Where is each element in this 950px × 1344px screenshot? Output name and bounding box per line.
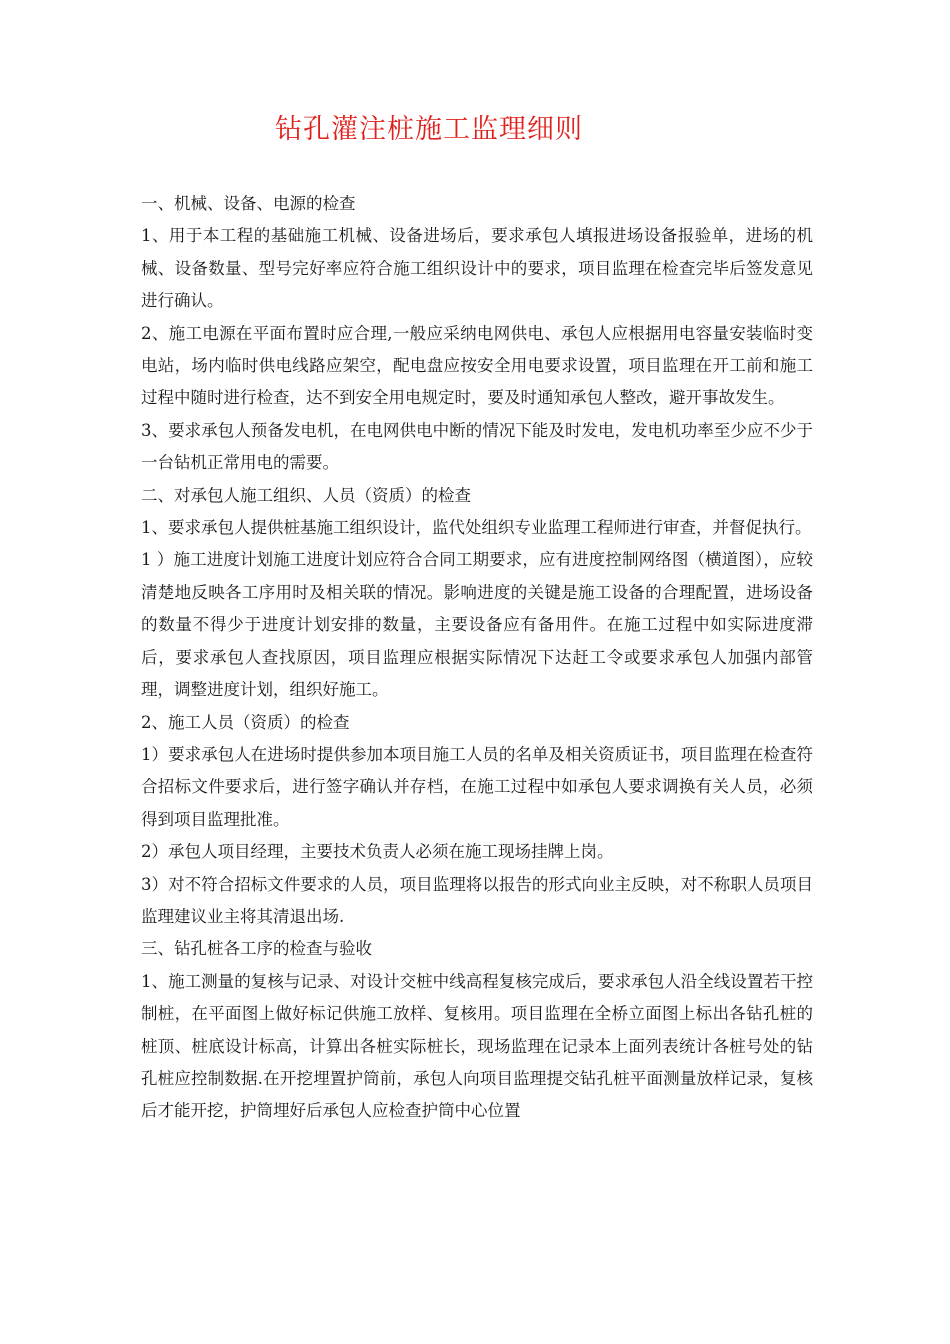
paragraph: 2、施工电源在平面布置时应合理,一般应采纳电网供电、承包人应根据用电容量安装临时变电站，场内临时供电线路应架空，配电盘应按安全用电要求设置，项目监理在开工前和施工过程中随时进行检查，达不到安全用电规定时，要及时通知承包人整改，避开事故发生。 bbox=[141, 323, 813, 408]
paragraph: 3、要求承包人预备发电机，在电网供电中断的情况下能及时发电，发电机功率至少应不少于一台钻机正常用电的需要。 bbox=[141, 420, 813, 473]
paragraph: 2）承包人项目经理，主要技术负责人必须在施工现场挂牌上岗。 bbox=[141, 842, 614, 862]
section-heading: 三、钻孔桩各工序的检查与验收 bbox=[141, 939, 372, 959]
paragraph: 1 ）施工进度计划施工进度计划应符合合同工期要求，应有进度控制网络图（横道图），应较清楚地反映各工序用时及相关联的情况。影响进度的关键是施工设备的合理配置，进场设备的数量不得少于进度计划安排的数量，主要设备应有备用件。在施工过程中如实际进度滞后，要求承包人查找原因，项目监理应根据实际情况下达赶工令或要求承包人加强内部管理，调整进度计划，组织好施工。 bbox=[141, 550, 813, 700]
document-body bbox=[141, 188, 813, 1128]
paragraph: 3）对不符合招标文件要求的人员，项目监理将以报告的形式向业主反映，对不称职人员项目监理建议业主将其清退出场. bbox=[141, 874, 813, 926]
paragraph: 1、施工测量的复核与记录、对设计交桩中线高程复核完成后，要求承包人沿全线设置若干控制桩，在平面图上做好标记供施工放样、复核用。项目监理在全桥立面图上标出各钻孔桩的桩顶、桩底设计标高，计算出各桩实际桩长，现场监理在记录本上面列表统计各桩号处的钻孔桩应控制数据.在开挖埋置护筒前，承包人向项目监理提交钻孔桩平面测量放样记录，复核后才能开挖，护筒埋好后承包人应检查护筒中心位置 bbox=[141, 971, 813, 1121]
paragraph: 1、用于本工程的基础施工机械、设备进场后，要求承包人填报进场设备报验单，进场的机械、设备数量、型号完好率应符合施工组织设计中的要求，项目监理在检查完毕后签发意见进行确认。 bbox=[141, 226, 813, 311]
section-heading: 二、对承包人施工组织、人员（资质）的检查 bbox=[141, 485, 471, 505]
sub-heading: 2、施工人员（资质）的检查 bbox=[141, 712, 350, 732]
section-heading: 一、机械、设备、电源的检查 bbox=[141, 194, 356, 213]
document-title: 钻孔灌注桩施工监理细则 bbox=[275, 114, 583, 145]
paragraph: 1）要求承包人在进场时提供参加本项目施工人员的名单及相关资质证书，项目监理在检查符合招标文件要求后，进行签字确认并存档，在施工过程中如承包人要求调换有关人员，必须得到项目监理批准。 bbox=[141, 744, 813, 829]
paragraph: 1、要求承包人提供桩基施工组织设计，监代处组织专业监理工程师进行审查，并督促执行。 bbox=[141, 518, 812, 538]
